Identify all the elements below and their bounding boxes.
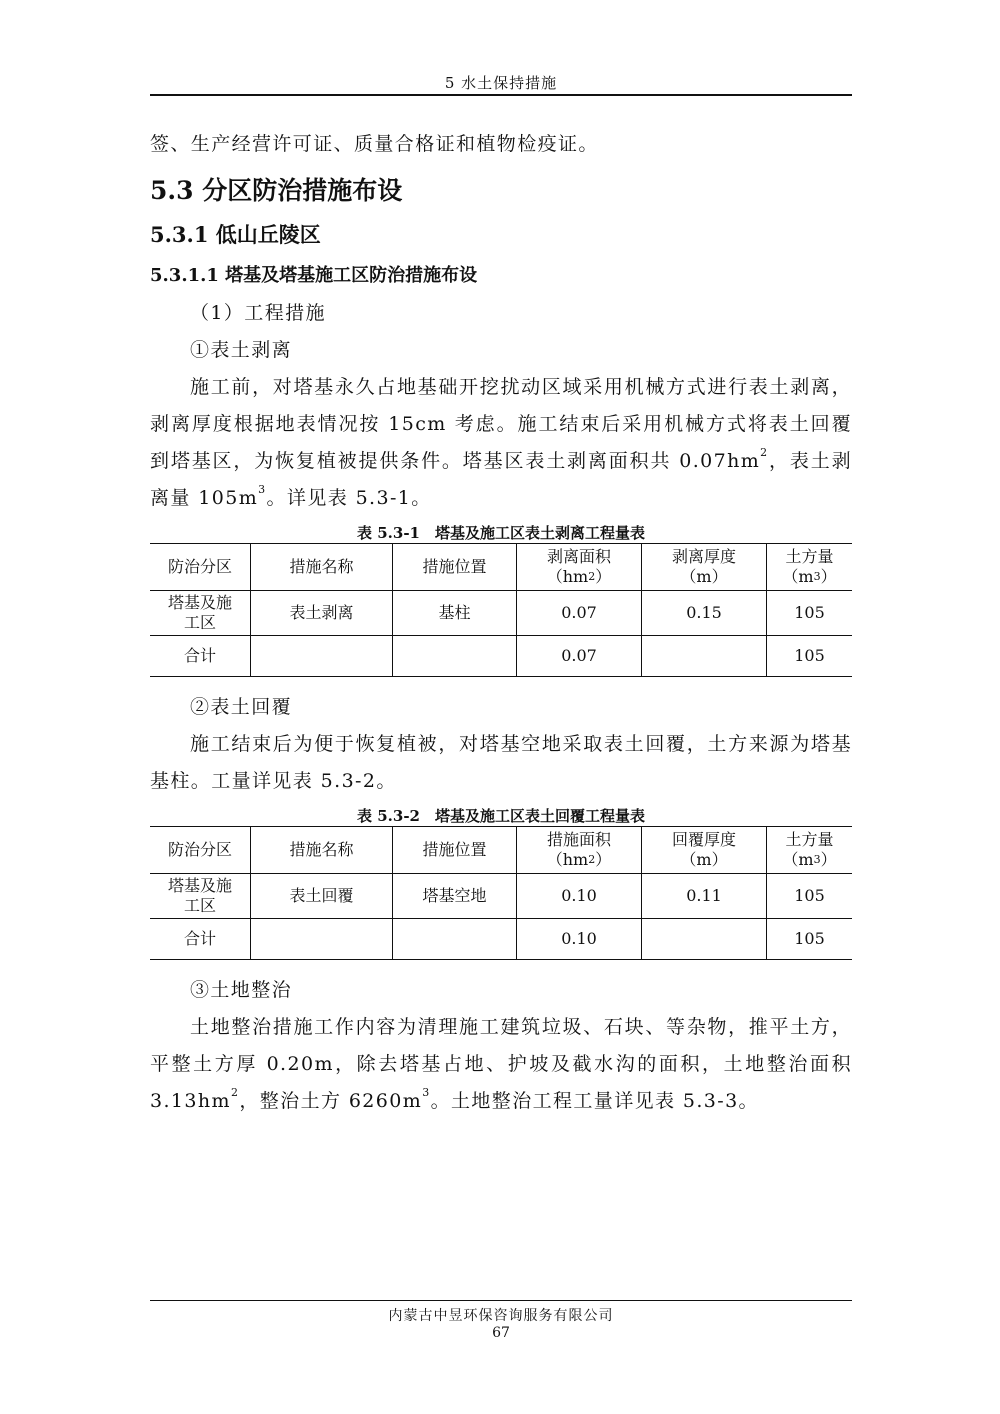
footer-company: 内蒙古中昱环保咨询服务有限公司 [388,1308,614,1324]
table-cell: 0.15 [642,591,767,636]
subheading-engineering-measures: （1）工程措施 [190,302,326,324]
table-cell: 塔基及施工区 [150,591,251,636]
table-cell: 表土回覆 [251,874,393,919]
table-cell [393,919,517,960]
item-topsoil-stripping: ①表土剥离 [190,339,293,361]
table-cell: 基柱 [393,591,517,636]
table-cell: 105 [767,874,853,919]
table-header-cell: 措施面积 $(hm^2)$ [517,827,642,874]
table-header-cell: 措施名称 [251,827,393,874]
table-cell [642,919,767,960]
table-cell: 105 [767,919,853,960]
table-cell: 105 [767,636,853,677]
table-header-cell: 回覆厚度 （m） [642,827,767,874]
table-cell: 0.11 [642,874,767,919]
item-topsoil-backfill: ②表土回覆 [190,696,293,718]
table-cell: 0.10 [517,874,642,919]
table-row [150,591,852,636]
table-total-row [150,919,852,960]
table-header-cell: 剥离面积 $(hm^2)$ [517,544,642,591]
table-header-cell: 土方量 $(m^3)$ [767,827,853,874]
paragraph-topsoil-stripping: 施工前，对塔基永久占地基础开挖扰动区域采用机械方式进行表土剥离，剥离厚度根据地表情况按 15cm 考虑。施工结束后采用机械方式将表土回覆到塔基区，为恢复植被提供条件。塔基区表土剥离面积共 $0.07hm^2$，表土剥离量 $105m^3$。详见表 5.3-1。 [150,376,852,509]
table-row [150,874,852,919]
table-topsoil-backfill [150,826,852,960]
table-cell: 0.10 [517,919,642,960]
header-rule [150,94,852,96]
table-header-cell: 剥离厚度 （m） [642,544,767,591]
section-heading-5-3-1-1: 5.3.1.1 塔基及塔基施工区防治措施布设 [150,265,478,286]
table-cell: 塔基空地 [393,874,517,919]
table-header-cell: 防治分区 [150,827,251,874]
table-cell: 合计 [150,919,251,960]
table-header-row [150,827,852,874]
table-cell [251,636,393,677]
table-cell: 塔基及施工区 [150,874,251,919]
section-heading-5-3-1: 5.3.1 低山丘陵区 [150,222,321,247]
paragraph-topsoil-backfill: 施工结束后为便于恢复植被，对塔基空地采取表土回覆，土方来源为塔基基柱。工量详见表 5.3-2。 [150,733,852,792]
table-header-cell: 措施位置 [393,544,517,591]
table-header-cell: 土方量 $(m^3)$ [767,544,853,591]
table-caption: 表 5.3-1 塔基及施工区表土剥离工程量表 [357,524,645,542]
paragraph-land-leveling: 土地整治措施工作内容为清理施工建筑垃圾、石块、等杂物，推平土方，平整土方厚 0.20m，除去塔基占地、护坡及截水沟的面积，土地整治面积 $3.13hm^2$，整治土方 $6260m^3$。土地整治工程工量详见表 5.3-3。 [150,1016,852,1112]
table-cell: 0.07 [517,591,642,636]
table-cell: 0.07 [517,636,642,677]
table-cell: 合计 [150,636,251,677]
table-header-cell: 措施名称 [251,544,393,591]
table-cell [393,636,517,677]
table-cell [642,636,767,677]
table-cell [251,919,393,960]
running-header: 5 水土保持措施 [444,74,558,92]
footer-rule [150,1300,852,1301]
page-content [150,126,852,1120]
table-header-cell: 措施位置 [393,827,517,874]
section-heading-5-3: 5.3 分区防治措施布设 [150,176,403,205]
item-land-leveling: ③土地整治 [190,979,293,1001]
table-total-row [150,636,852,677]
table-cell: 表土剥离 [251,591,393,636]
table-header-cell: 防治分区 [150,544,251,591]
page-number: 67 [492,1325,510,1341]
table-cell: 105 [767,591,853,636]
table-topsoil-stripping [150,543,852,677]
table-caption: 表 5.3-2 塔基及施工区表土回覆工程量表 [357,807,645,825]
paragraph-continuation: 签、生产经营许可证、质量合格证和植物检疫证。 [150,133,599,155]
table-header-row [150,544,852,591]
